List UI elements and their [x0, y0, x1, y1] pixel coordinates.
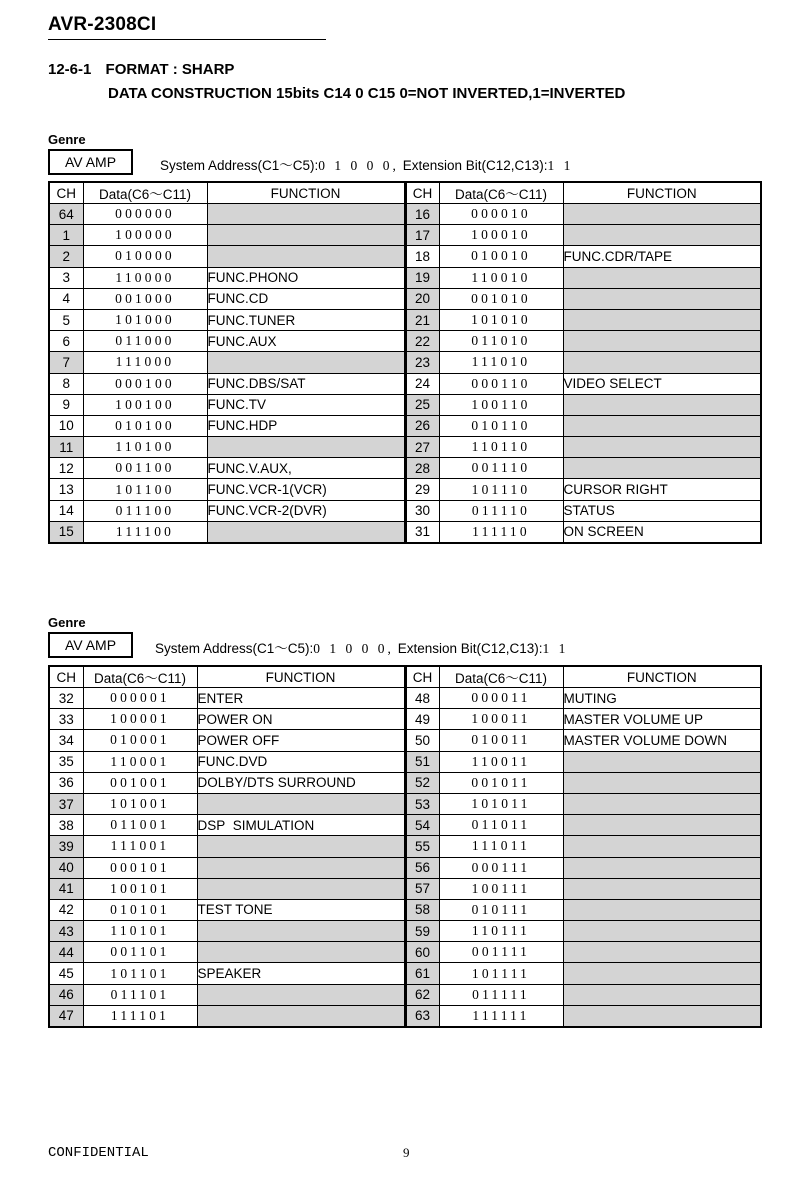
- data-bits-cell: 011100: [83, 500, 207, 521]
- table-row: [49, 751, 761, 772]
- table-row: [49, 225, 761, 246]
- channel-cell: 14: [49, 500, 83, 521]
- function-cell: [563, 415, 761, 436]
- data-bits-cell: 010100: [83, 415, 207, 436]
- function-cell: [563, 836, 761, 857]
- channel-cell: 13: [49, 479, 83, 500]
- function-cell: FUNC.TUNER: [207, 309, 405, 330]
- data-bits-cell: 100101: [83, 878, 197, 899]
- data-bits-cell: 101010: [439, 309, 563, 330]
- extension-bit-label: Extension Bit(C12,C13):: [397, 641, 543, 656]
- channel-cell: 23: [405, 352, 439, 373]
- channel-cell: 64: [49, 204, 83, 225]
- function-cell: DOLBY/DTS SURROUND: [197, 772, 405, 793]
- genre-label: Genre: [48, 615, 86, 630]
- function-cell: [563, 772, 761, 793]
- data-bits-cell: 001011: [439, 772, 563, 793]
- channel-cell: 33: [49, 709, 83, 730]
- page-number: 9: [403, 1145, 410, 1160]
- function-cell: [197, 793, 405, 814]
- data-bits-cell: 000111: [439, 857, 563, 878]
- genre-label: Genre: [48, 132, 86, 147]
- channel-cell: 17: [405, 225, 439, 246]
- data-bits-cell: 001101: [83, 942, 197, 963]
- table-row: [49, 500, 761, 521]
- function-cell: SPEAKER: [197, 963, 405, 984]
- code-table-1: [48, 181, 762, 544]
- channel-cell: 15: [49, 521, 83, 542]
- table-row: [49, 963, 761, 984]
- function-cell: [563, 878, 761, 899]
- genre-box: AV AMP: [48, 632, 133, 658]
- data-bits-cell: 101111: [439, 963, 563, 984]
- function-cell: [563, 331, 761, 352]
- channel-cell: 19: [405, 267, 439, 288]
- channel-cell: 31: [405, 521, 439, 542]
- section-number: 12-6-1: [48, 61, 92, 78]
- function-cell: [563, 984, 761, 1005]
- data-bits-cell: 011110: [439, 500, 563, 521]
- function-cell: [563, 857, 761, 878]
- section-format: FORMAT : SHARP: [105, 61, 235, 78]
- table-row: [49, 373, 761, 394]
- data-bits-cell: 101100: [83, 479, 207, 500]
- data-bits-cell: 001110: [439, 458, 563, 479]
- col-header-function: FUNCTION: [563, 182, 761, 204]
- function-cell: [197, 921, 405, 942]
- function-cell: [563, 204, 761, 225]
- function-cell: FUNC.AUX: [207, 331, 405, 352]
- function-cell: STATUS: [563, 500, 761, 521]
- document-title: AVR-2308CI: [48, 14, 326, 40]
- data-bits-cell: 101001: [83, 793, 197, 814]
- system-address-value: 0 1 0 0 0,: [313, 641, 394, 656]
- channel-cell: 51: [405, 751, 439, 772]
- table-row: [49, 352, 761, 373]
- table-row: [49, 331, 761, 352]
- data-bits-cell: 001100: [83, 458, 207, 479]
- data-bits-cell: 111011: [439, 836, 563, 857]
- channel-cell: 5: [49, 309, 83, 330]
- data-bits-cell: 100111: [439, 878, 563, 899]
- function-cell: [563, 288, 761, 309]
- channel-cell: 63: [405, 1005, 439, 1026]
- data-bits-cell: 000010: [439, 204, 563, 225]
- function-cell: [207, 521, 405, 542]
- function-cell: [563, 1005, 761, 1026]
- table-row: [49, 836, 761, 857]
- channel-cell: 61: [405, 963, 439, 984]
- data-bits-cell: 111000: [83, 352, 207, 373]
- channel-cell: 22: [405, 331, 439, 352]
- table-row: [49, 793, 761, 814]
- function-cell: [563, 309, 761, 330]
- col-header-ch: CH: [405, 666, 439, 688]
- data-bits-cell: 100011: [439, 709, 563, 730]
- col-header-data: Data(C6～C11): [83, 666, 197, 688]
- data-bits-cell: 000100: [83, 373, 207, 394]
- data-bits-cell: 000110: [439, 373, 563, 394]
- channel-cell: 44: [49, 942, 83, 963]
- channel-cell: 59: [405, 921, 439, 942]
- function-cell: FUNC.V.AUX,: [207, 458, 405, 479]
- table-header-row: [49, 182, 761, 204]
- data-bits-cell: 110100: [83, 437, 207, 458]
- col-header-function: FUNCTION: [197, 666, 405, 688]
- channel-cell: 58: [405, 899, 439, 920]
- data-bits-cell: 111111: [439, 1005, 563, 1026]
- channel-cell: 45: [49, 963, 83, 984]
- function-cell: [197, 942, 405, 963]
- function-cell: [563, 921, 761, 942]
- channel-cell: 56: [405, 857, 439, 878]
- function-cell: [563, 225, 761, 246]
- table-row: [49, 878, 761, 899]
- channel-cell: 41: [49, 878, 83, 899]
- extension-bit-label: Extension Bit(C12,C13):: [402, 158, 548, 173]
- channel-cell: 1: [49, 225, 83, 246]
- table-row: [49, 479, 761, 500]
- data-bits-cell: 000000: [83, 204, 207, 225]
- data-bits-cell: 011101: [83, 984, 197, 1005]
- function-cell: [207, 225, 405, 246]
- table-row: [49, 709, 761, 730]
- channel-cell: 2: [49, 246, 83, 267]
- extension-bit-value: 1 1: [542, 641, 569, 656]
- channel-cell: 46: [49, 984, 83, 1005]
- channel-cell: 60: [405, 942, 439, 963]
- table-row: [49, 921, 761, 942]
- function-cell: [197, 984, 405, 1005]
- data-bits-cell: 010011: [439, 730, 563, 751]
- channel-cell: 6: [49, 331, 83, 352]
- channel-cell: 27: [405, 437, 439, 458]
- channel-cell: 52: [405, 772, 439, 793]
- data-bits-cell: 110010: [439, 267, 563, 288]
- table-header-row: [49, 666, 761, 688]
- function-cell: [197, 878, 405, 899]
- channel-cell: 50: [405, 730, 439, 751]
- table-row: [49, 688, 761, 709]
- function-cell: [197, 857, 405, 878]
- channel-cell: 49: [405, 709, 439, 730]
- channel-cell: 29: [405, 479, 439, 500]
- function-cell: FUNC.CD: [207, 288, 405, 309]
- function-cell: FUNC.PHONO: [207, 267, 405, 288]
- channel-cell: 55: [405, 836, 439, 857]
- channel-cell: 54: [405, 815, 439, 836]
- channel-cell: 25: [405, 394, 439, 415]
- data-bits-cell: 100110: [439, 394, 563, 415]
- col-header-ch: CH: [49, 666, 83, 688]
- table-row: [49, 942, 761, 963]
- data-bits-cell: 010101: [83, 899, 197, 920]
- data-bits-cell: 011011: [439, 815, 563, 836]
- table-row: [49, 204, 761, 225]
- function-cell: [207, 246, 405, 267]
- function-cell: ON SCREEN: [563, 521, 761, 542]
- channel-cell: 20: [405, 288, 439, 309]
- function-cell: [563, 942, 761, 963]
- data-bits-cell: 110000: [83, 267, 207, 288]
- channel-cell: 38: [49, 815, 83, 836]
- table-row: [49, 1005, 761, 1026]
- data-bits-cell: 111001: [83, 836, 197, 857]
- channel-cell: 9: [49, 394, 83, 415]
- section-heading: [48, 61, 234, 78]
- function-cell: FUNC.CDR/TAPE: [563, 246, 761, 267]
- function-cell: FUNC.VCR-2(DVR): [207, 500, 405, 521]
- table-row: [49, 437, 761, 458]
- function-cell: FUNC.TV: [207, 394, 405, 415]
- channel-cell: 43: [49, 921, 83, 942]
- data-bits-cell: 100001: [83, 709, 197, 730]
- function-cell: MASTER VOLUME UP: [563, 709, 761, 730]
- channel-cell: 37: [49, 793, 83, 814]
- data-bits-cell: 101011: [439, 793, 563, 814]
- function-cell: VIDEO SELECT: [563, 373, 761, 394]
- channel-cell: 36: [49, 772, 83, 793]
- table-row: [49, 415, 761, 436]
- col-header-data: Data(C6～C11): [83, 182, 207, 204]
- channel-cell: 18: [405, 246, 439, 267]
- data-bits-cell: 001001: [83, 772, 197, 793]
- function-cell: FUNC.VCR-1(VCR): [207, 479, 405, 500]
- table-row: [49, 984, 761, 1005]
- function-cell: [197, 1005, 405, 1026]
- data-bits-cell: 110001: [83, 751, 197, 772]
- data-bits-cell: 111100: [83, 521, 207, 542]
- col-header-function: FUNCTION: [563, 666, 761, 688]
- data-bits-cell: 101000: [83, 309, 207, 330]
- channel-cell: 32: [49, 688, 83, 709]
- channel-cell: 62: [405, 984, 439, 1005]
- col-header-data: Data(C6～C11): [439, 666, 563, 688]
- channel-cell: 11: [49, 437, 83, 458]
- channel-cell: 35: [49, 751, 83, 772]
- channel-cell: 42: [49, 899, 83, 920]
- table-row: [49, 772, 761, 793]
- data-bits-cell: 101101: [83, 963, 197, 984]
- channel-cell: 7: [49, 352, 83, 373]
- table-row: [49, 458, 761, 479]
- channel-cell: 34: [49, 730, 83, 751]
- col-header-ch: CH: [405, 182, 439, 204]
- channel-cell: 57: [405, 878, 439, 899]
- function-cell: CURSOR RIGHT: [563, 479, 761, 500]
- function-cell: [563, 751, 761, 772]
- table-row: [49, 899, 761, 920]
- data-bits-cell: 111010: [439, 352, 563, 373]
- col-header-data: Data(C6～C11): [439, 182, 563, 204]
- data-bits-cell: 010111: [439, 899, 563, 920]
- channel-cell: 12: [49, 458, 83, 479]
- function-cell: [563, 394, 761, 415]
- channel-cell: 47: [49, 1005, 83, 1026]
- channel-cell: 4: [49, 288, 83, 309]
- code-table-2: [48, 665, 762, 1028]
- table-row: [49, 730, 761, 751]
- function-cell: [563, 267, 761, 288]
- function-cell: [563, 437, 761, 458]
- extension-bit-value: 1 1: [547, 158, 574, 173]
- channel-cell: 53: [405, 793, 439, 814]
- function-cell: DSP SIMULATION: [197, 815, 405, 836]
- data-construction-heading: DATA CONSTRUCTION 15bits C14 0 C15 0=NOT INVERTED,1=INVERTED: [108, 85, 626, 102]
- function-cell: [563, 963, 761, 984]
- table-row: [49, 521, 761, 542]
- table-row: [49, 309, 761, 330]
- function-cell: FUNC.DBS/SAT: [207, 373, 405, 394]
- channel-cell: 24: [405, 373, 439, 394]
- data-bits-cell: 000101: [83, 857, 197, 878]
- data-bits-cell: 011111: [439, 984, 563, 1005]
- confidential-label: CONFIDENTIAL: [48, 1145, 149, 1161]
- function-cell: ENTER: [197, 688, 405, 709]
- function-cell: [563, 352, 761, 373]
- function-cell: FUNC.HDP: [207, 415, 405, 436]
- table-row: [49, 267, 761, 288]
- table-row: [49, 246, 761, 267]
- data-bits-cell: 011001: [83, 815, 197, 836]
- channel-cell: 26: [405, 415, 439, 436]
- function-cell: FUNC.DVD: [197, 751, 405, 772]
- channel-cell: 30: [405, 500, 439, 521]
- function-cell: MUTING: [563, 688, 761, 709]
- col-header-ch: CH: [49, 182, 83, 204]
- data-bits-cell: 010010: [439, 246, 563, 267]
- table-row: [49, 288, 761, 309]
- genre-box: AV AMP: [48, 149, 133, 175]
- channel-cell: 40: [49, 857, 83, 878]
- function-cell: [563, 899, 761, 920]
- table-row: [49, 394, 761, 415]
- system-address-label: System Address(C1～C5):: [160, 158, 319, 173]
- data-bits-cell: 010000: [83, 246, 207, 267]
- system-address-label: System Address(C1～C5):: [155, 641, 314, 656]
- col-header-function: FUNCTION: [207, 182, 405, 204]
- data-bits-cell: 001000: [83, 288, 207, 309]
- function-cell: TEST TONE: [197, 899, 405, 920]
- data-bits-cell: 110110: [439, 437, 563, 458]
- data-bits-cell: 011010: [439, 331, 563, 352]
- channel-cell: 21: [405, 309, 439, 330]
- table-row: [49, 815, 761, 836]
- system-address-value: 0 1 0 0 0,: [318, 158, 399, 173]
- data-bits-cell: 110011: [439, 751, 563, 772]
- function-cell: MASTER VOLUME DOWN: [563, 730, 761, 751]
- data-bits-cell: 001010: [439, 288, 563, 309]
- function-cell: [207, 352, 405, 373]
- system-address-line: [155, 637, 568, 657]
- function-cell: [207, 437, 405, 458]
- function-cell: POWER ON: [197, 709, 405, 730]
- data-bits-cell: 010110: [439, 415, 563, 436]
- data-bits-cell: 110101: [83, 921, 197, 942]
- table-row: [49, 857, 761, 878]
- data-bits-cell: 100000: [83, 225, 207, 246]
- channel-cell: 16: [405, 204, 439, 225]
- function-cell: [197, 836, 405, 857]
- data-bits-cell: 110111: [439, 921, 563, 942]
- data-bits-cell: 010001: [83, 730, 197, 751]
- channel-cell: 28: [405, 458, 439, 479]
- channel-cell: 48: [405, 688, 439, 709]
- data-bits-cell: 111101: [83, 1005, 197, 1026]
- channel-cell: 39: [49, 836, 83, 857]
- function-cell: [563, 815, 761, 836]
- data-bits-cell: 001111: [439, 942, 563, 963]
- channel-cell: 10: [49, 415, 83, 436]
- data-bits-cell: 000011: [439, 688, 563, 709]
- data-bits-cell: 000001: [83, 688, 197, 709]
- data-bits-cell: 111110: [439, 521, 563, 542]
- channel-cell: 8: [49, 373, 83, 394]
- system-address-line: [160, 154, 573, 174]
- data-bits-cell: 011000: [83, 331, 207, 352]
- data-bits-cell: 101110: [439, 479, 563, 500]
- function-cell: [207, 204, 405, 225]
- channel-cell: 3: [49, 267, 83, 288]
- data-bits-cell: 100010: [439, 225, 563, 246]
- function-cell: POWER OFF: [197, 730, 405, 751]
- function-cell: [563, 458, 761, 479]
- function-cell: [563, 793, 761, 814]
- data-bits-cell: 100100: [83, 394, 207, 415]
